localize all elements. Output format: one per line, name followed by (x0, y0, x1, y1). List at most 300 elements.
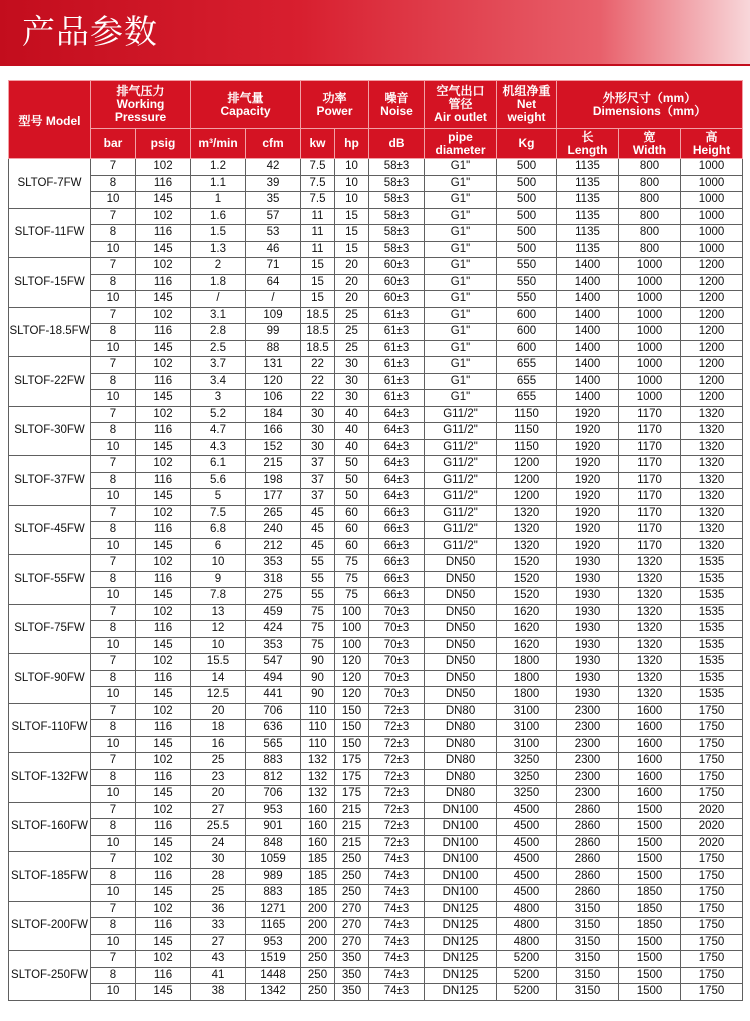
length-cell: 1930 (557, 571, 619, 588)
table-row (9, 159, 743, 176)
net-weight-cell: 1620 (497, 604, 557, 621)
width-cell: 800 (619, 241, 681, 258)
height-cell: 1200 (681, 357, 743, 374)
net-weight-cell: 4500 (497, 885, 557, 902)
pressure-psig-cell: 102 (136, 951, 191, 968)
height-cell: 1535 (681, 555, 743, 572)
net-weight-cell: 1520 (497, 588, 557, 605)
table-row (9, 654, 743, 671)
pressure-bar-cell: 7 (91, 951, 136, 968)
air-outlet-cell: DN50 (425, 555, 497, 572)
noise-cell: 66±3 (369, 505, 425, 522)
pressure-bar-cell: 8 (91, 225, 136, 242)
air-outlet-cell: G1" (425, 208, 497, 225)
power-kw-cell: 30 (301, 406, 335, 423)
length-cell: 1930 (557, 604, 619, 621)
capacity-m3min-cell: 24 (191, 835, 246, 852)
capacity-m3min-cell: 3.7 (191, 357, 246, 374)
air-outlet-cell: G11/2" (425, 406, 497, 423)
height-cell: 1750 (681, 901, 743, 918)
net-weight-cell: 1800 (497, 670, 557, 687)
height-cell: 1320 (681, 439, 743, 456)
pressure-bar-cell: 8 (91, 423, 136, 440)
width-cell: 1000 (619, 291, 681, 308)
height-cell: 1750 (681, 934, 743, 951)
height-cell: 2020 (681, 802, 743, 819)
length-cell: 1135 (557, 241, 619, 258)
height-cell: 1000 (681, 241, 743, 258)
power-kw-cell: 200 (301, 901, 335, 918)
table-row (9, 291, 743, 308)
net-weight-cell: 655 (497, 357, 557, 374)
length-cell: 1930 (557, 654, 619, 671)
length-cell: 1930 (557, 588, 619, 605)
power-kw-cell: 18.5 (301, 324, 335, 341)
noise-cell: 64±3 (369, 423, 425, 440)
table-row (9, 390, 743, 407)
length-cell: 1930 (557, 670, 619, 687)
power-hp-cell: 270 (335, 934, 369, 951)
pressure-bar-cell: 7 (91, 852, 136, 869)
width-cell: 1600 (619, 753, 681, 770)
height-cell: 1750 (681, 868, 743, 885)
pressure-bar-cell: 8 (91, 819, 136, 836)
length-cell: 2860 (557, 802, 619, 819)
pressure-psig-cell: 116 (136, 819, 191, 836)
pressure-bar-cell: 7 (91, 753, 136, 770)
width-cell: 1500 (619, 934, 681, 951)
table-row (9, 786, 743, 803)
table-row (9, 934, 743, 951)
power-kw-cell: 37 (301, 472, 335, 489)
width-cell: 1500 (619, 852, 681, 869)
capacity-m3min-cell: 6.1 (191, 456, 246, 473)
width-cell: 1320 (619, 604, 681, 621)
power-hp-cell: 60 (335, 522, 369, 539)
model-name-cell: SLTOF-45FW (9, 505, 91, 555)
height-cell: 1200 (681, 324, 743, 341)
height-cell: 1750 (681, 786, 743, 803)
length-cell: 1920 (557, 472, 619, 489)
air-outlet-cell: DN125 (425, 951, 497, 968)
capacity-m3min-cell: 20 (191, 786, 246, 803)
capacity-cfm-cell: 1059 (246, 852, 301, 869)
pressure-bar-cell: 8 (91, 175, 136, 192)
net-weight-cell: 1320 (497, 522, 557, 539)
pressure-bar-cell: 10 (91, 934, 136, 951)
air-outlet-cell: G1" (425, 192, 497, 209)
noise-cell: 61±3 (369, 340, 425, 357)
height-cell: 1750 (681, 769, 743, 786)
header-capacity: 排气量 Capacity (191, 81, 301, 129)
header-net-weight: 机组净重 Net weight (497, 81, 557, 129)
air-outlet-cell: G11/2" (425, 439, 497, 456)
power-kw-cell: 110 (301, 703, 335, 720)
noise-cell: 72±3 (369, 720, 425, 737)
pressure-psig-cell: 116 (136, 423, 191, 440)
air-outlet-cell: G1" (425, 307, 497, 324)
pressure-bar-cell: 10 (91, 192, 136, 209)
power-kw-cell: 132 (301, 769, 335, 786)
noise-cell: 61±3 (369, 307, 425, 324)
power-kw-cell: 7.5 (301, 159, 335, 176)
length-cell: 3150 (557, 934, 619, 951)
pressure-psig-cell: 145 (136, 637, 191, 654)
air-outlet-cell: DN100 (425, 819, 497, 836)
length-cell: 1930 (557, 621, 619, 638)
height-cell: 1750 (681, 918, 743, 935)
pressure-psig-cell: 116 (136, 522, 191, 539)
capacity-cfm-cell: / (246, 291, 301, 308)
height-cell: 1535 (681, 621, 743, 638)
power-hp-cell: 100 (335, 621, 369, 638)
power-kw-cell: 11 (301, 225, 335, 242)
header-noise: 噪音 Noise (369, 81, 425, 129)
capacity-cfm-cell: 565 (246, 736, 301, 753)
width-cell: 800 (619, 192, 681, 209)
length-cell: 1400 (557, 390, 619, 407)
power-hp-cell: 215 (335, 802, 369, 819)
length-cell: 2860 (557, 819, 619, 836)
power-hp-cell: 60 (335, 505, 369, 522)
length-cell: 3150 (557, 967, 619, 984)
length-cell: 1930 (557, 555, 619, 572)
capacity-cfm-cell: 265 (246, 505, 301, 522)
net-weight-cell: 1200 (497, 456, 557, 473)
unit-db: dB (369, 129, 425, 159)
length-cell: 1400 (557, 357, 619, 374)
pressure-bar-cell: 7 (91, 505, 136, 522)
noise-cell: 74±3 (369, 951, 425, 968)
pressure-psig-cell: 145 (136, 687, 191, 704)
length-cell: 1400 (557, 324, 619, 341)
pressure-psig-cell: 116 (136, 967, 191, 984)
power-kw-cell: 132 (301, 786, 335, 803)
width-cell: 1500 (619, 835, 681, 852)
power-kw-cell: 160 (301, 802, 335, 819)
power-kw-cell: 45 (301, 538, 335, 555)
pressure-psig-cell: 145 (136, 885, 191, 902)
pressure-bar-cell: 8 (91, 967, 136, 984)
table-row (9, 753, 743, 770)
capacity-cfm-cell: 184 (246, 406, 301, 423)
power-kw-cell: 55 (301, 555, 335, 572)
capacity-cfm-cell: 35 (246, 192, 301, 209)
noise-cell: 60±3 (369, 258, 425, 275)
power-hp-cell: 250 (335, 852, 369, 869)
power-hp-cell: 150 (335, 703, 369, 720)
noise-cell: 61±3 (369, 357, 425, 374)
capacity-cfm-cell: 1165 (246, 918, 301, 935)
net-weight-cell: 1150 (497, 423, 557, 440)
header-model: 型号 Model (9, 81, 91, 159)
width-cell: 1850 (619, 918, 681, 935)
capacity-cfm-cell: 812 (246, 769, 301, 786)
net-weight-cell: 4500 (497, 819, 557, 836)
net-weight-cell: 1320 (497, 505, 557, 522)
power-kw-cell: 30 (301, 423, 335, 440)
air-outlet-cell: G11/2" (425, 423, 497, 440)
width-cell: 1170 (619, 489, 681, 506)
noise-cell: 61±3 (369, 390, 425, 407)
length-cell: 1400 (557, 373, 619, 390)
noise-cell: 64±3 (369, 456, 425, 473)
pressure-psig-cell: 145 (136, 291, 191, 308)
pressure-bar-cell: 7 (91, 654, 136, 671)
pressure-psig-cell: 102 (136, 555, 191, 572)
net-weight-cell: 1150 (497, 439, 557, 456)
net-weight-cell: 3100 (497, 703, 557, 720)
height-cell: 1320 (681, 489, 743, 506)
table-row (9, 802, 743, 819)
width-cell: 1850 (619, 901, 681, 918)
width-cell: 1320 (619, 588, 681, 605)
model-name-cell: SLTOF-200FW (9, 901, 91, 951)
net-weight-cell: 1200 (497, 472, 557, 489)
power-hp-cell: 100 (335, 604, 369, 621)
pressure-psig-cell: 102 (136, 307, 191, 324)
net-weight-cell: 500 (497, 159, 557, 176)
pressure-psig-cell: 145 (136, 241, 191, 258)
power-hp-cell: 15 (335, 241, 369, 258)
power-kw-cell: 250 (301, 984, 335, 1001)
power-kw-cell: 45 (301, 505, 335, 522)
power-hp-cell: 270 (335, 901, 369, 918)
net-weight-cell: 3100 (497, 736, 557, 753)
pressure-psig-cell: 116 (136, 472, 191, 489)
air-outlet-cell: G1" (425, 175, 497, 192)
height-cell: 1200 (681, 274, 743, 291)
model-name-cell: SLTOF-18.5FW (9, 307, 91, 357)
air-outlet-cell: G1" (425, 324, 497, 341)
pressure-psig-cell: 145 (136, 984, 191, 1001)
pressure-psig-cell: 116 (136, 868, 191, 885)
table-row (9, 984, 743, 1001)
air-outlet-cell: G11/2" (425, 456, 497, 473)
capacity-m3min-cell: 14 (191, 670, 246, 687)
capacity-m3min-cell: 13 (191, 604, 246, 621)
model-name-cell: SLTOF-55FW (9, 555, 91, 605)
air-outlet-cell: DN50 (425, 621, 497, 638)
capacity-m3min-cell: 25 (191, 753, 246, 770)
capacity-cfm-cell: 152 (246, 439, 301, 456)
length-cell: 1400 (557, 291, 619, 308)
capacity-m3min-cell: 7.5 (191, 505, 246, 522)
width-cell: 1170 (619, 406, 681, 423)
table-header (9, 81, 743, 159)
pressure-psig-cell: 116 (136, 324, 191, 341)
width-cell: 800 (619, 175, 681, 192)
model-name-cell: SLTOF-160FW (9, 802, 91, 852)
pressure-psig-cell: 145 (136, 489, 191, 506)
pressure-bar-cell: 10 (91, 835, 136, 852)
table-row (9, 357, 743, 374)
noise-cell: 74±3 (369, 967, 425, 984)
height-cell: 1200 (681, 307, 743, 324)
net-weight-cell: 1150 (497, 406, 557, 423)
power-hp-cell: 350 (335, 967, 369, 984)
capacity-cfm-cell: 57 (246, 208, 301, 225)
noise-cell: 58±3 (369, 208, 425, 225)
capacity-m3min-cell: 30 (191, 852, 246, 869)
width-cell: 1170 (619, 522, 681, 539)
table-row (9, 340, 743, 357)
table-row (9, 192, 743, 209)
table-row (9, 555, 743, 572)
capacity-cfm-cell: 53 (246, 225, 301, 242)
length-cell: 2860 (557, 835, 619, 852)
capacity-m3min-cell: 6 (191, 538, 246, 555)
power-hp-cell: 30 (335, 373, 369, 390)
pressure-psig-cell: 102 (136, 456, 191, 473)
capacity-cfm-cell: 39 (246, 175, 301, 192)
height-cell: 1750 (681, 753, 743, 770)
height-cell: 2020 (681, 819, 743, 836)
capacity-m3min-cell: 23 (191, 769, 246, 786)
table-row (9, 522, 743, 539)
pressure-psig-cell: 116 (136, 571, 191, 588)
length-cell: 1930 (557, 687, 619, 704)
air-outlet-cell: DN100 (425, 868, 497, 885)
power-hp-cell: 10 (335, 192, 369, 209)
noise-cell: 74±3 (369, 885, 425, 902)
power-hp-cell: 215 (335, 819, 369, 836)
air-outlet-cell: DN100 (425, 852, 497, 869)
capacity-m3min-cell: 4.3 (191, 439, 246, 456)
power-hp-cell: 75 (335, 555, 369, 572)
air-outlet-cell: DN100 (425, 885, 497, 902)
pressure-psig-cell: 102 (136, 406, 191, 423)
power-kw-cell: 15 (301, 258, 335, 275)
net-weight-cell: 1200 (497, 489, 557, 506)
net-weight-cell: 500 (497, 208, 557, 225)
power-kw-cell: 90 (301, 687, 335, 704)
pressure-psig-cell: 116 (136, 670, 191, 687)
pressure-psig-cell: 145 (136, 786, 191, 803)
power-hp-cell: 75 (335, 588, 369, 605)
model-name-cell: SLTOF-185FW (9, 852, 91, 902)
net-weight-cell: 4500 (497, 852, 557, 869)
air-outlet-cell: G1" (425, 390, 497, 407)
noise-cell: 72±3 (369, 736, 425, 753)
net-weight-cell: 600 (497, 324, 557, 341)
noise-cell: 61±3 (369, 324, 425, 341)
length-cell: 1920 (557, 406, 619, 423)
noise-cell: 58±3 (369, 225, 425, 242)
capacity-m3min-cell: 18 (191, 720, 246, 737)
height-cell: 1320 (681, 406, 743, 423)
noise-cell: 72±3 (369, 769, 425, 786)
length-cell: 1400 (557, 258, 619, 275)
capacity-m3min-cell: 12 (191, 621, 246, 638)
air-outlet-cell: G1" (425, 225, 497, 242)
pressure-bar-cell: 7 (91, 406, 136, 423)
length-cell: 1920 (557, 456, 619, 473)
noise-cell: 70±3 (369, 637, 425, 654)
pressure-bar-cell: 8 (91, 522, 136, 539)
height-cell: 1535 (681, 637, 743, 654)
unit-psig: psig (136, 129, 191, 159)
height-cell: 1320 (681, 505, 743, 522)
table-row (9, 489, 743, 506)
model-name-cell: SLTOF-250FW (9, 951, 91, 1001)
air-outlet-cell: G11/2" (425, 522, 497, 539)
length-cell: 2860 (557, 852, 619, 869)
pressure-bar-cell: 10 (91, 637, 136, 654)
table-row (9, 423, 743, 440)
capacity-cfm-cell: 71 (246, 258, 301, 275)
table-row (9, 670, 743, 687)
width-cell: 1320 (619, 637, 681, 654)
unit-length: 长 Length (557, 129, 619, 159)
height-cell: 1750 (681, 984, 743, 1001)
height-cell: 1750 (681, 703, 743, 720)
air-outlet-cell: G1" (425, 258, 497, 275)
table-row (9, 175, 743, 192)
air-outlet-cell: G1" (425, 241, 497, 258)
length-cell: 2300 (557, 736, 619, 753)
height-cell: 1535 (681, 654, 743, 671)
pressure-bar-cell: 10 (91, 588, 136, 605)
width-cell: 1170 (619, 472, 681, 489)
power-kw-cell: 7.5 (301, 175, 335, 192)
length-cell: 3150 (557, 951, 619, 968)
power-hp-cell: 215 (335, 835, 369, 852)
capacity-m3min-cell: 12.5 (191, 687, 246, 704)
net-weight-cell: 655 (497, 373, 557, 390)
width-cell: 1000 (619, 390, 681, 407)
power-kw-cell: 250 (301, 967, 335, 984)
capacity-cfm-cell: 1342 (246, 984, 301, 1001)
noise-cell: 64±3 (369, 472, 425, 489)
power-kw-cell: 185 (301, 885, 335, 902)
net-weight-cell: 500 (497, 192, 557, 209)
unit-pipe-diameter: pipe diameter (425, 129, 497, 159)
pressure-psig-cell: 116 (136, 918, 191, 935)
air-outlet-cell: G1" (425, 357, 497, 374)
air-outlet-cell: DN80 (425, 736, 497, 753)
table-row (9, 208, 743, 225)
capacity-m3min-cell: 3.4 (191, 373, 246, 390)
table-row (9, 918, 743, 935)
pressure-bar-cell: 7 (91, 901, 136, 918)
power-hp-cell: 15 (335, 208, 369, 225)
pressure-bar-cell: 10 (91, 241, 136, 258)
header-dimensions: 外形尺寸（mm） Dimensions（mm） (557, 81, 743, 129)
power-kw-cell: 200 (301, 934, 335, 951)
power-kw-cell: 7.5 (301, 192, 335, 209)
power-kw-cell: 132 (301, 753, 335, 770)
capacity-cfm-cell: 901 (246, 819, 301, 836)
net-weight-cell: 550 (497, 291, 557, 308)
noise-cell: 58±3 (369, 159, 425, 176)
noise-cell: 74±3 (369, 868, 425, 885)
capacity-cfm-cell: 166 (246, 423, 301, 440)
power-hp-cell: 25 (335, 307, 369, 324)
model-name-cell: SLTOF-15FW (9, 258, 91, 308)
pressure-bar-cell: 10 (91, 885, 136, 902)
noise-cell: 74±3 (369, 918, 425, 935)
height-cell: 1320 (681, 423, 743, 440)
length-cell: 1135 (557, 192, 619, 209)
length-cell: 1920 (557, 489, 619, 506)
width-cell: 1500 (619, 868, 681, 885)
noise-cell: 58±3 (369, 192, 425, 209)
power-hp-cell: 120 (335, 687, 369, 704)
capacity-m3min-cell: 1.1 (191, 175, 246, 192)
height-cell: 1535 (681, 588, 743, 605)
table-row (9, 258, 743, 275)
